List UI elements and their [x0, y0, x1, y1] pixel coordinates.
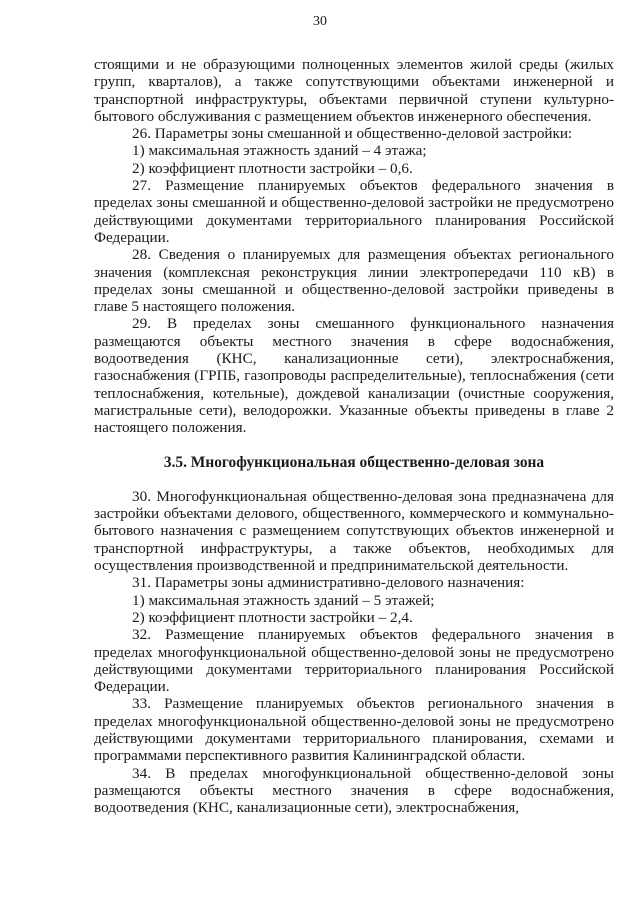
paragraph-26: 26. Параметры зоны смешанной и общественно-деловой застройки: [132, 125, 573, 143]
paragraph-26-item-1: 1) максимальная этажность зданий – 4 этажа; [132, 142, 427, 160]
paragraph-31: 31. Параметры зоны административно-делового назначения: [132, 574, 525, 592]
paragraph-27: 27. Размещение планируемых объектов федерального значения в пределах зоны смешанной и общественно-деловой застройки не предусмотрено действующими документами территориального планирования Российской Федерации. [94, 177, 614, 246]
paragraph-34: 34. В пределах многофункциональной общественно-деловой зоны размещаются объекты местного значения в сфере водоснабжения, водоотведения (КНС, канализационные сети), электроснабжения, [94, 764, 614, 817]
spacer [94, 437, 614, 454]
page-number: 30 [313, 14, 327, 29]
page-body [94, 56, 614, 816]
paragraph-continuation: стоящими и не образующими полноценных элементов жилой среды (жилых групп, кварталов), а также сопутствующими объектами инженерной и транспортной инфраструктуры, объектами первичной ступени культурно-бытового обслуживания с размещением объектов инженерного обеспечения. [94, 56, 614, 125]
spacer [94, 471, 614, 488]
paragraph-30: 30. Многофункциональная общественно-деловая зона предназначена для застройки объектами делового, общественного, коммерческого и коммунально-бытового назначения с размещением сопутствующих объектов инженерной и транспортной инфраструктуры, а также объектов, необходимых для осуществления производственной и предпринимательской деятельности. [94, 487, 614, 575]
paragraph-31-item-2: 2) коэффициент плотности застройки – 2,4. [132, 608, 413, 626]
paragraph-29: 29. В пределах зоны смешанного функционального назначения размещаются объекты местного значения в сфере водоснабжения, водоотведения (КНС, канализационные сети), электроснабжения, газоснабжения (ГРПБ, газопроводы распределительные), теплоснабжения (сети теплоснабжения, котельные), дождевой канализации (очистные сооружения, магистральные сети), велодорожки. Указанные объекты приведены в главе 2 настоящего положения. [94, 315, 614, 437]
section-heading: 3.5. Многофункциональная общественно-деловая зона [163, 453, 545, 471]
paragraph-31-item-1: 1) максимальная этажность зданий – 5 этажей; [132, 591, 435, 609]
paragraph-32: 32. Размещение планируемых объектов федерального значения в пределах многофункциональной общественно-деловой зоны не предусмотрено действующими документами территориального планирования Российской Федерации. [94, 626, 614, 696]
paragraph-33: 33. Размещение планируемых объектов регионального значения в пределах многофункциональной общественно-деловой зоны не предусмотрено действующими документами территориального планирования, схемами и программами перспективного развития Калининградской области. [94, 695, 614, 765]
paragraph-28: 28. Сведения о планируемых для размещения объектах регионального значения (комплексная реконструкция линии электропередачи 110 кВ) в пределах зоны смешанной и общественно-деловой застройки приведены в главе 5 настоящего положения. [94, 246, 614, 316]
paragraph-26-item-2: 2) коэффициент плотности застройки – 0,6. [132, 159, 413, 177]
